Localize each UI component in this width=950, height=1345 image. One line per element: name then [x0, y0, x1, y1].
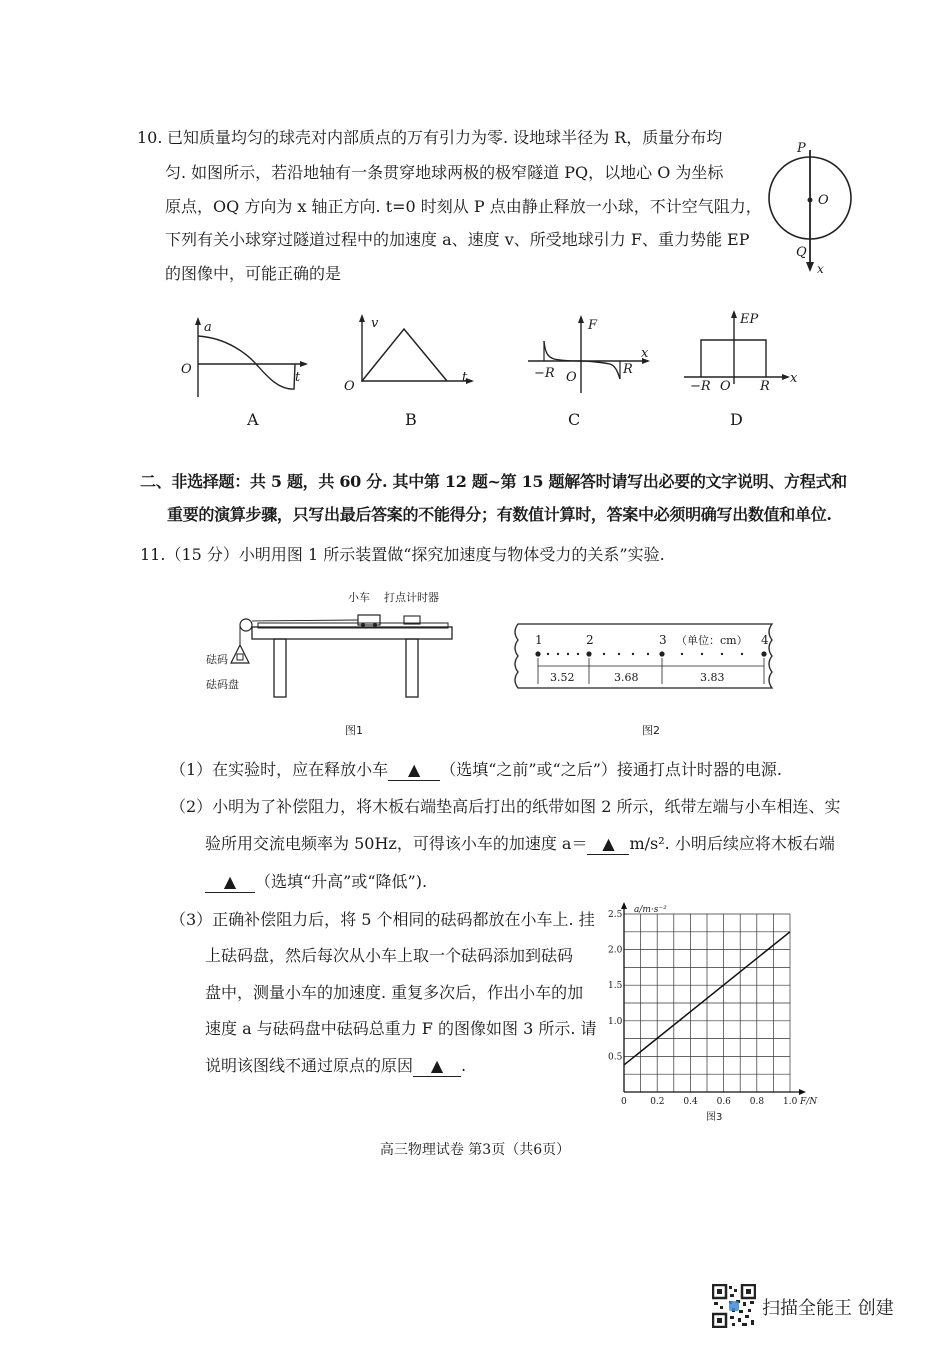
- arrow-icon: [300, 361, 308, 367]
- point-3: 3: [659, 633, 667, 647]
- arrow-icon: [359, 314, 365, 322]
- point-2: 2: [586, 633, 594, 647]
- y-tick-label: 1.0: [608, 1016, 623, 1027]
- watermark-text: 扫描全能王 创建: [762, 1298, 894, 1319]
- axis-label: EP: [740, 312, 759, 327]
- q11-part3-line-5: [205, 1056, 466, 1077]
- x-tick-label: 0.4: [683, 1097, 698, 1107]
- x-tick-label: 0: [621, 1097, 627, 1107]
- pos-r-label: R: [760, 379, 770, 393]
- y-tick-label: 2.0: [608, 945, 623, 956]
- q11-part3-line-3: 盘中，测量小车的加速度. 重复多次后，作出小车的加: [205, 983, 584, 1002]
- axis-label: x: [790, 371, 798, 386]
- option-a-label: A: [247, 410, 259, 429]
- table-leg-left: [274, 639, 286, 697]
- q11-part2-line-3: [205, 872, 427, 893]
- origin-label: O: [566, 370, 577, 385]
- page-footer: 高三物理试卷 第3页（共6页）: [379, 1142, 571, 1158]
- section2-line-2: 重要的演算步骤，只写出最后答案的不能得分；有数值计算时，答案中必须明确写出数值和单位.: [167, 505, 832, 524]
- y-tick-label: 2.5: [608, 910, 623, 920]
- weight-block: [237, 654, 243, 660]
- curve-b: [362, 329, 447, 381]
- x-tick-label: 0.2: [650, 1097, 665, 1107]
- distance-3: 3.83: [700, 671, 725, 684]
- q10-line-1: 已知质量均匀的球壳对内部质点的万有引力为零. 设地球半径为 R，质量分布均: [167, 128, 723, 147]
- figure-3-chart: [600, 900, 825, 1125]
- x-tick-label: 0.8: [749, 1097, 765, 1107]
- part2-text-c: （选填“升高”或“降低”).: [255, 872, 428, 891]
- part3-reason-blank[interactable]: ▲: [413, 1056, 461, 1077]
- arrow-icon: [731, 310, 737, 318]
- x-tick-label: 1.0: [783, 1097, 798, 1107]
- q11-part2-line-1: （2）小明为了补偿阻力，将木板右端垫高后打出的纸带如图 2 所示，纸带左端与小车相连、实: [170, 797, 841, 816]
- q10-number: 10.: [137, 128, 163, 147]
- table-leg-right: [406, 639, 418, 697]
- pan-label: 砝码盘: [206, 678, 239, 691]
- weight-label: 砝码: [206, 653, 228, 666]
- q11-part2-line-2: [205, 834, 835, 855]
- center-point: [808, 198, 813, 203]
- unit-label: （单位：cm）: [676, 634, 748, 647]
- q10-line-4: 下列有关小球穿过隧道过程中的加速度 a、速度 v、所受地球引力 F、重力势能 EP: [165, 230, 750, 249]
- distance-2: 3.68: [614, 671, 639, 684]
- part3-text: 说明该图线不通过原点的原因: [205, 1056, 414, 1075]
- chart-axes: [621, 902, 806, 1095]
- axis-label: v: [371, 316, 379, 331]
- fig1-caption: 图1: [345, 724, 363, 737]
- arrow-icon: [195, 317, 201, 325]
- option-b-graph: [340, 310, 480, 400]
- chart-ylabel: a/m·s⁻²: [634, 905, 667, 915]
- part1-text-a: （1）在实验时，应在释放小车: [170, 760, 389, 779]
- tape-dots: [535, 651, 766, 656]
- axis-label: t: [462, 370, 468, 385]
- fig2-caption: 图2: [642, 724, 660, 737]
- chart-title: 图3: [706, 1112, 723, 1123]
- option-c-graph: [520, 313, 655, 398]
- part2-text-b: m/s². 小明后续应将木板右端: [629, 834, 835, 853]
- axis-label: F: [588, 318, 598, 333]
- point-4: 4: [761, 633, 769, 647]
- q10-line-5: 的图像中，可能正确的是: [165, 264, 342, 283]
- cart-label: 小车: [348, 591, 370, 604]
- qr-code-icon: [712, 1284, 756, 1328]
- label-q: Q: [796, 245, 807, 260]
- curve-c: [544, 341, 620, 379]
- q10-line-3: 原点，OQ 方向为 x 轴正方向. t=0 时刻从 P 点由静止释放一小球，不计空气阻力，: [165, 197, 762, 216]
- q11-part3-line-4: 速度 a 与砝码盘中砝码总重力 F 的图像如图 3 所示. 请: [205, 1019, 597, 1038]
- timer-label: 打点计时器: [384, 591, 439, 604]
- curve-a: [198, 336, 295, 389]
- axis-label: t: [295, 370, 301, 385]
- figure-1-apparatus: [200, 585, 470, 735]
- part2-accel-blank[interactable]: ▲: [587, 834, 629, 855]
- part2-adjust-blank[interactable]: ▲: [205, 872, 255, 893]
- q10-line-2: 匀. 如图所示，若沿地轴有一条贯穿地球两极的极窄隧道 PQ，以地心 O 为坐标: [165, 163, 724, 182]
- axis-label: x: [641, 346, 649, 361]
- origin-label: O: [344, 379, 355, 394]
- earth-tunnel-diagram: [760, 138, 860, 278]
- wheel: [361, 623, 365, 627]
- label-o: O: [818, 193, 829, 208]
- x-tick-label: 0.6: [716, 1097, 731, 1107]
- table-top: [252, 627, 452, 639]
- q11-part3-line-2: 上砝码盘，然后每次从小车上取一个砝码添加到砝码: [205, 946, 574, 965]
- label-x: x: [817, 262, 824, 276]
- arrow-icon: [782, 374, 790, 380]
- string: [252, 620, 358, 621]
- x-axis-arrow-icon: [799, 1089, 806, 1095]
- chart-grid: [624, 914, 790, 1092]
- part1-answer-blank[interactable]: ▲: [388, 760, 440, 781]
- pulley: [240, 619, 252, 631]
- x-axis-arrow-icon: [806, 262, 814, 272]
- part2-text-a: 验所用交流电频率为 50Hz，可得该小车的加速度 a＝: [205, 834, 588, 853]
- y-axis-arrow-icon: [621, 902, 627, 909]
- distance-1: 3.52: [550, 671, 575, 684]
- q11-part3-line-1: （3）正确补偿阻力后，将 5 个相同的砝码都放在小车上. 挂: [170, 910, 595, 929]
- origin-label: O: [181, 362, 192, 377]
- option-d-label: D: [730, 410, 743, 429]
- neg-r-label: −R: [534, 366, 555, 381]
- section2-line-1: 二、非选择题：共 5 题，共 60 分. 其中第 12 题~第 15 题解答时请写出必要的文字说明、方程式和: [140, 472, 847, 491]
- arrow-icon: [578, 315, 584, 323]
- label-p: P: [797, 141, 806, 156]
- axis-label: a: [204, 320, 212, 335]
- chart-xlabel: F/N: [800, 1097, 818, 1107]
- q11-part1: [170, 760, 782, 781]
- q11-header: 11.（15 分）小明用图 1 所示装置做“探究加速度与物体受力的关系”实验.: [140, 545, 665, 564]
- wheel: [373, 623, 377, 627]
- chart-ticks: [608, 910, 798, 1107]
- part3-end: .: [461, 1056, 467, 1075]
- option-d-graph: [680, 308, 820, 393]
- pos-r-label: R: [623, 362, 633, 377]
- option-b-label: B: [405, 410, 417, 429]
- option-a-graph: [178, 315, 313, 405]
- origin-label: O: [720, 379, 731, 393]
- figure-2-tape: [510, 618, 780, 696]
- y-tick-label: 1.5: [608, 981, 623, 992]
- point-1: 1: [535, 633, 543, 647]
- y-tick-label: 0.5: [608, 1052, 623, 1063]
- part1-text-b: （选填“之前”或“之后”）接通打点计时器的电源.: [440, 760, 782, 779]
- neg-r-label: −R: [690, 379, 711, 393]
- option-c-label: C: [568, 410, 581, 429]
